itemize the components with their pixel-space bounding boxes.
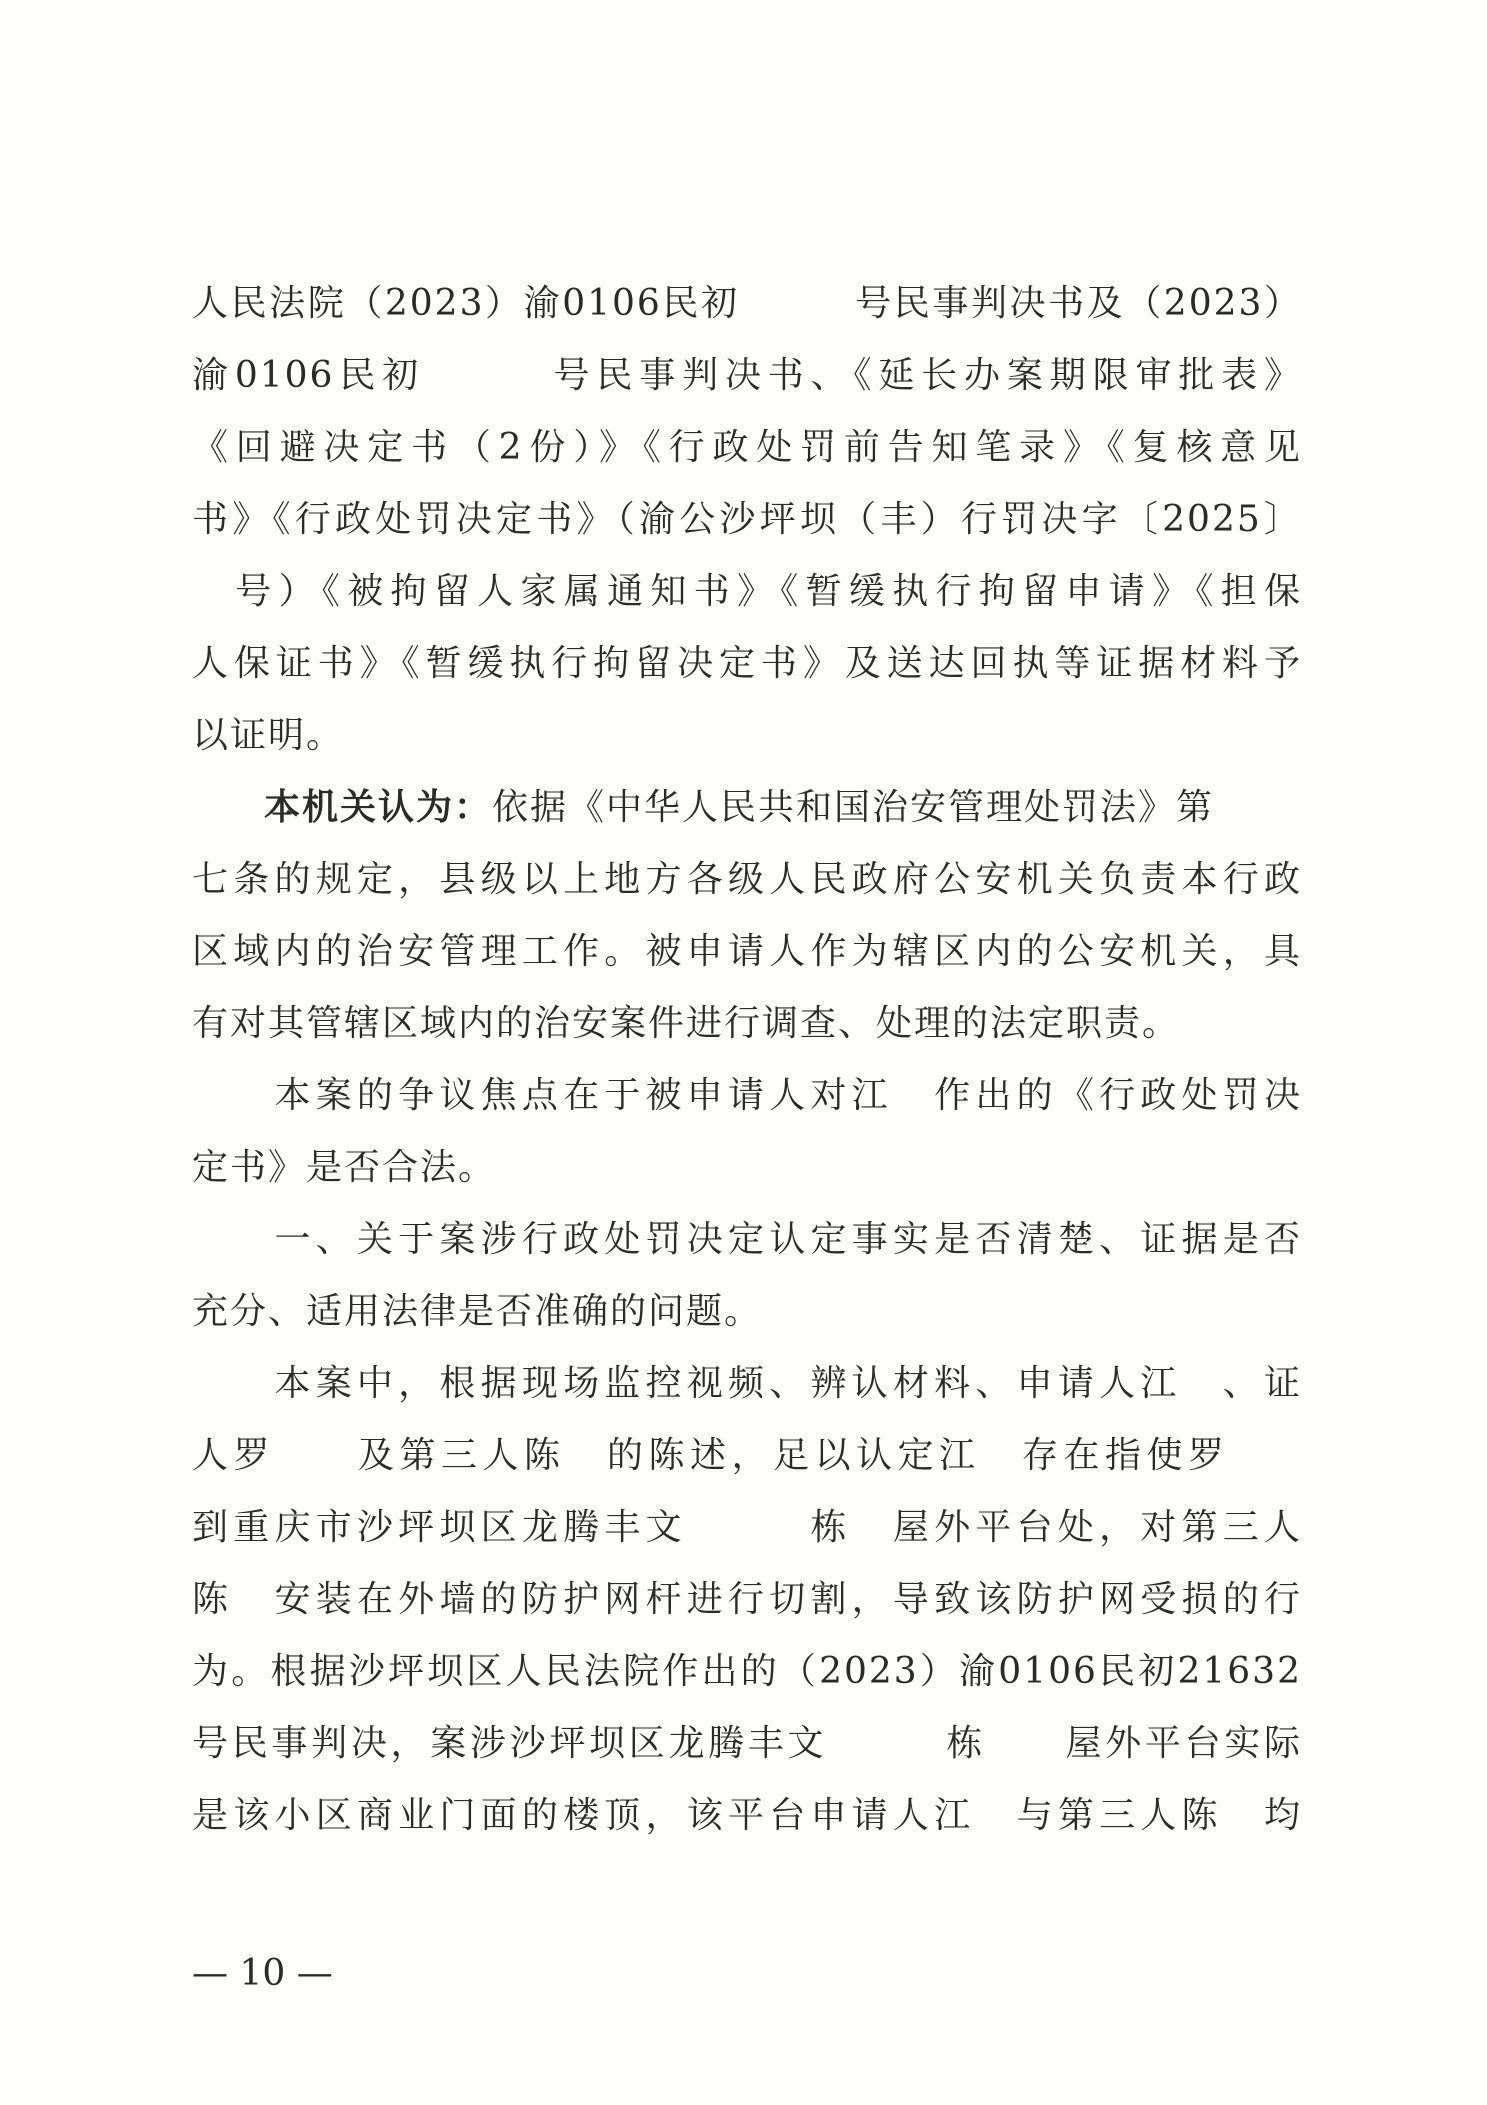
text-line-19: 陈 安装在外墙的防护网杆进行切割，导致该防护网受损的行 [192, 1579, 1302, 1620]
text-line-5: 号）《被拘留人家属通知书》《暂缓执行拘留申请》《担保 [192, 571, 1302, 612]
text-line-9: 七条的规定，县级以上地方各级人民政府公安机关负责本行政 [192, 859, 1302, 900]
text-line-13: 定书》是否合法。 [192, 1147, 497, 1188]
text-line-21: 号民事判决，案涉沙坪坝区龙腾丰文 栋 屋外平台实际 [192, 1723, 1302, 1764]
text-line-11: 有对其管辖区域内的治安案件进行调查、处理的法定职责。 [192, 1003, 1181, 1044]
text-line-14: 一、关于案涉行政处罚决定认定事实是否清楚、证据是否 [192, 1219, 1302, 1260]
paragraph-opinion-first-line [264, 780, 1302, 836]
text-line-3: 《回避决定书（2份）》《行政处罚前告知笔录》《复核意见 [192, 427, 1302, 468]
text-line-20: 为。根据沙坪坝区人民法院作出的（2023）渝0106民初21632 [192, 1651, 1302, 1692]
text-line-6: 人保证书》《暂缓执行拘留决定书》及送达回执等证据材料予 [192, 643, 1302, 684]
text-line-2: 渝0106民初 号民事判决书、《延长办案期限审批表》 [192, 355, 1302, 396]
text-line-12: 本案的争议焦点在于被申请人对江 作出的《行政处罚决 [192, 1075, 1302, 1116]
text-line-10: 区域内的治安管理工作。被申请人作为辖区内的公安机关，具 [192, 931, 1302, 972]
text-line-15: 充分、适用法律是否准确的问题。 [192, 1291, 763, 1332]
text-line-16: 本案中，根据现场监控视频、辨认材料、申请人江 、证 [192, 1363, 1302, 1404]
text-line-18: 到重庆市沙坪坝区龙腾丰文 栋 屋外平台处，对第三人 [192, 1507, 1302, 1548]
text-line-4: 书》《行政处罚决定书》（渝公沙坪坝（丰）行罚决字〔2025〕 [192, 499, 1302, 540]
text-line-8: 依据《中华人民共和国治安管理处罚法》第 [492, 787, 1215, 828]
text-line-22: 是该小区商业门面的楼顶，该平台申请人江 与第三人陈 均 [192, 1795, 1302, 1836]
text-line-1: 人民法院（2023）渝0106民初 号民事判决书及（2023） [192, 283, 1302, 324]
bold-lead-in: 本机关认为： [264, 787, 493, 828]
text-line-17: 人罗 及第三人陈 的陈述，足以认定江 存在指使罗 [192, 1435, 1302, 1476]
text-line-7: 以证明。 [192, 715, 345, 756]
page-number: — 10 — [192, 1953, 333, 1994]
